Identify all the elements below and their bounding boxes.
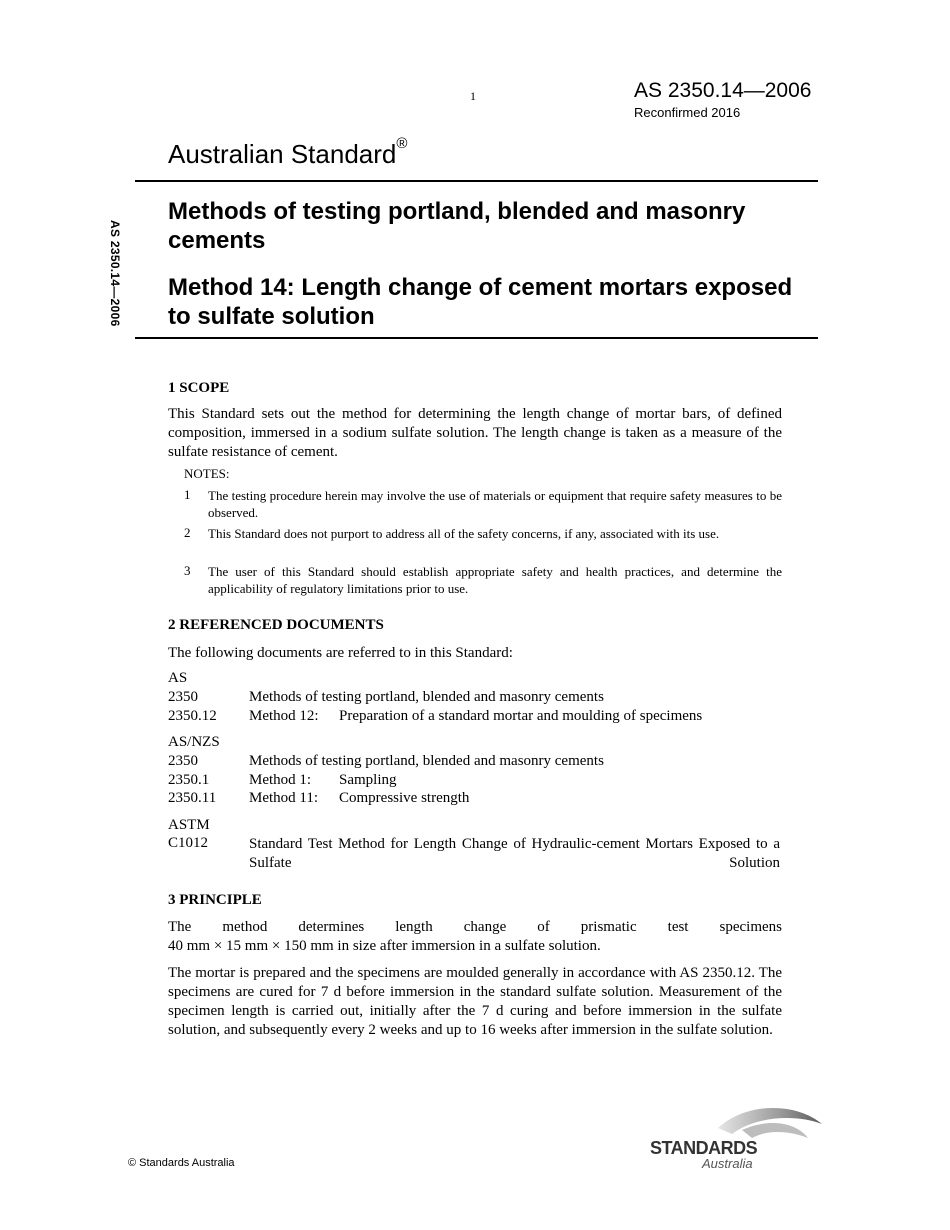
reference-code: C1012 — [168, 835, 209, 851]
referenced-intro: The following documents are referred to in this Standard: — [168, 645, 513, 661]
reference-title: Sampling — [339, 772, 397, 788]
principle-line-2: 40 mm × 15 mm × 150 mm in size after immersion in a sulfate solution. — [168, 938, 601, 954]
reference-title: Preparation of a standard mortar and moulding of specimens — [339, 708, 703, 724]
note-number: 2 — [184, 525, 191, 540]
method-title: Method 14: Length change of cement mortars exposed to sulfate solution — [168, 274, 793, 330]
reference-title: Methods of testing portland, blended and masonry cements — [249, 753, 604, 769]
page-number: 1 — [470, 89, 476, 103]
principle-paragraph-2: The mortar is prepared and the specimens are moulded generally in accordance with AS 2350.12. The specimens are cured for 7 d before immersion in the standard sulfate solution. Measurement of the specimen length is carried out, initially after the 7 d curing and before immersion in the sulfate solution, and subsequently every 2 weeks and up to 16 weeks after immersion in the sulfate solution. — [168, 965, 782, 1038]
reconfirmed-note: Reconfirmed 2016 — [634, 105, 741, 120]
registered-mark: ® — [396, 135, 408, 152]
notes-label: NOTES: — [184, 466, 230, 481]
copyright-notice: © Standards Australia — [128, 1157, 235, 1169]
reference-method: Method 1: — [249, 772, 312, 788]
note-text: The user of this Standard should establish appropriate safety and health practices, and determine the applicability of regulatory limitations prior to use. — [208, 564, 782, 596]
reference-code: 2350 — [168, 689, 198, 705]
section-heading-scope: 1 SCOPE — [168, 380, 230, 396]
note-text: This Standard does not purport to address all of the safety concerns, if any, associated with its use. — [208, 526, 720, 541]
standards-australia-logo — [646, 1100, 826, 1172]
reference-org: ASTM — [168, 817, 210, 833]
brand-heading — [168, 135, 408, 170]
reference-org: AS/NZS — [168, 734, 220, 750]
reference-org: AS — [168, 670, 188, 686]
note-text: The testing procedure herein may involve the use of materials or equipment that require safety measures to be observed. — [208, 488, 782, 520]
brand-text: Australian Standard — [168, 139, 397, 169]
reference-title: Compressive strength — [339, 790, 470, 806]
reference-method: Method 12: — [249, 708, 319, 724]
note-number: 1 — [184, 487, 191, 502]
side-standard-label: AS 2350.14—2006 — [108, 220, 122, 327]
note-number: 3 — [184, 563, 191, 578]
reference-code: 2350.12 — [168, 708, 217, 724]
section-heading-principle: 3 PRINCIPLE — [168, 892, 262, 908]
document-title: Methods of testing portland, blended and masonry cements — [168, 198, 746, 254]
reference-code: 2350.1 — [168, 772, 210, 788]
title-rule-bottom — [135, 337, 818, 339]
reference-title: Methods of testing portland, blended and masonry cements — [249, 689, 604, 705]
section-heading-referenced-documents: 2 REFERENCED DOCUMENTS — [168, 617, 384, 633]
reference-code: 2350 — [168, 753, 198, 769]
reference-code: 2350.11 — [168, 790, 217, 806]
logo-wordmark: STANDARDS — [650, 1138, 758, 1158]
standard-number: AS 2350.14—2006 — [634, 79, 812, 102]
scope-paragraph: This Standard sets out the method for determining the length change of mortar bars, of defined composition, immersed in a sodium sulfate solution. The length change is taken as a measure of the sulfate resistance of cement. — [168, 406, 782, 460]
logo-subtitle: Australia — [702, 1156, 753, 1171]
reference-method: Method 11: — [249, 790, 319, 806]
reference-title: Standard Test Method for Length Change of Hydraulic-cement Mortars Exposed to a Sulfate Solution — [249, 836, 780, 871]
title-rule-top — [135, 180, 818, 182]
principle-line-1: The method determines length change of prismatic test specimens — [168, 919, 782, 935]
